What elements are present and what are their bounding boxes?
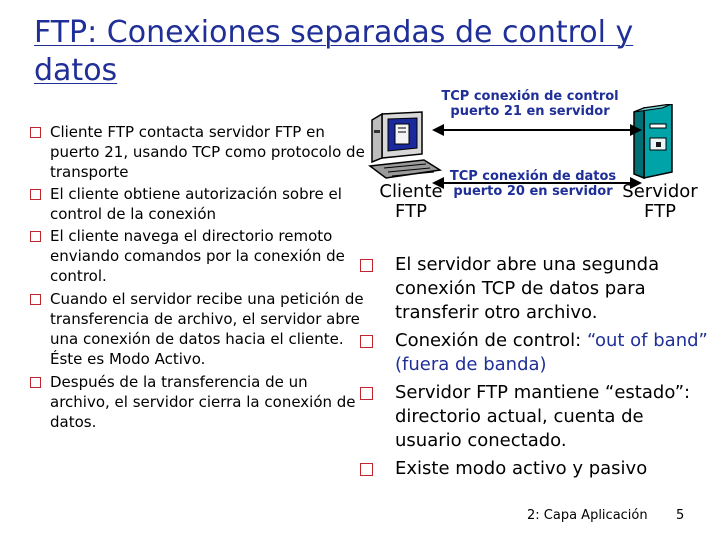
bullet-box-icon: [360, 387, 373, 400]
left-bullet-list: [30, 122, 370, 432]
data-label-line1: TCP conexión de datos: [449, 169, 617, 184]
right-bullet-list: [360, 253, 710, 481]
list-item: [30, 289, 370, 369]
list-item: [360, 253, 710, 325]
bullet-text: El cliente navega el directorio remoto enviando comandos por la conexión de control.: [50, 227, 345, 285]
bullet-text: El servidor abre una segunda conexión TCP de datos para transferir otro archivo.: [395, 254, 660, 323]
control-label-line2: puerto 21 en servidor: [450, 104, 610, 119]
bullet-box-icon: [360, 463, 373, 476]
server-label-line1: Servidor: [622, 181, 698, 202]
list-item: [360, 457, 710, 481]
bullet-box-icon: [30, 231, 41, 242]
bullet-box-icon: [30, 294, 41, 305]
server-label-line2: FTP: [644, 201, 676, 222]
list-item: [30, 184, 370, 224]
list-item: [360, 329, 710, 377]
bullet-text: Servidor FTP mantiene “estado”: directorio actual, cuenta de usuario conectado.: [395, 382, 691, 451]
bullet-text: El cliente obtiene autorización sobre el control de la conexión: [50, 185, 342, 223]
slide-title: FTP: Conexiones separadas de control y datos: [34, 15, 634, 88]
footer-chapter: 2: Capa Aplicación: [527, 508, 648, 523]
bullet-box-icon: [360, 259, 373, 272]
bullet-text-highlight: “out of band” (fuera de banda): [395, 330, 708, 375]
control-connection-arrow: [432, 120, 642, 140]
data-label-line2: puerto 20 en servidor: [453, 184, 613, 199]
bullet-text: Existe modo activo y pasivo: [395, 458, 648, 479]
bullet-box-icon: [30, 377, 41, 388]
control-label-line1: TCP conexión de control: [441, 89, 619, 104]
bullet-text: Después de la transferencia de un archivo, el servidor cierra la conexión de datos.: [50, 373, 356, 431]
list-item: [360, 381, 710, 453]
bullet-box-icon: [30, 189, 41, 200]
client-label-line2: FTP: [395, 201, 427, 222]
client-label-line1: Cliente: [379, 181, 443, 202]
list-item: [30, 372, 370, 432]
bullet-text: Cliente FTP contacta servidor FTP en puerto 21, usando TCP como protocolo de transporte: [50, 123, 365, 181]
bullet-text: Cuando el servidor recibe una petición de transferencia de archivo, el servidor abre una conexión de datos hacia el cliente. Éste es Modo Activo.: [50, 290, 364, 368]
list-item: [30, 226, 370, 286]
bullet-text-prefix: Conexión de control:: [395, 330, 587, 351]
footer-page-number: 5: [676, 508, 685, 523]
list-item: [30, 122, 370, 182]
server-label: [610, 182, 710, 222]
bullet-box-icon: [360, 335, 373, 348]
data-connection-label: [448, 169, 618, 199]
control-connection-label: [430, 89, 630, 119]
client-label: [366, 182, 456, 222]
server-icon: [632, 104, 680, 180]
bullet-box-icon: [30, 127, 41, 138]
